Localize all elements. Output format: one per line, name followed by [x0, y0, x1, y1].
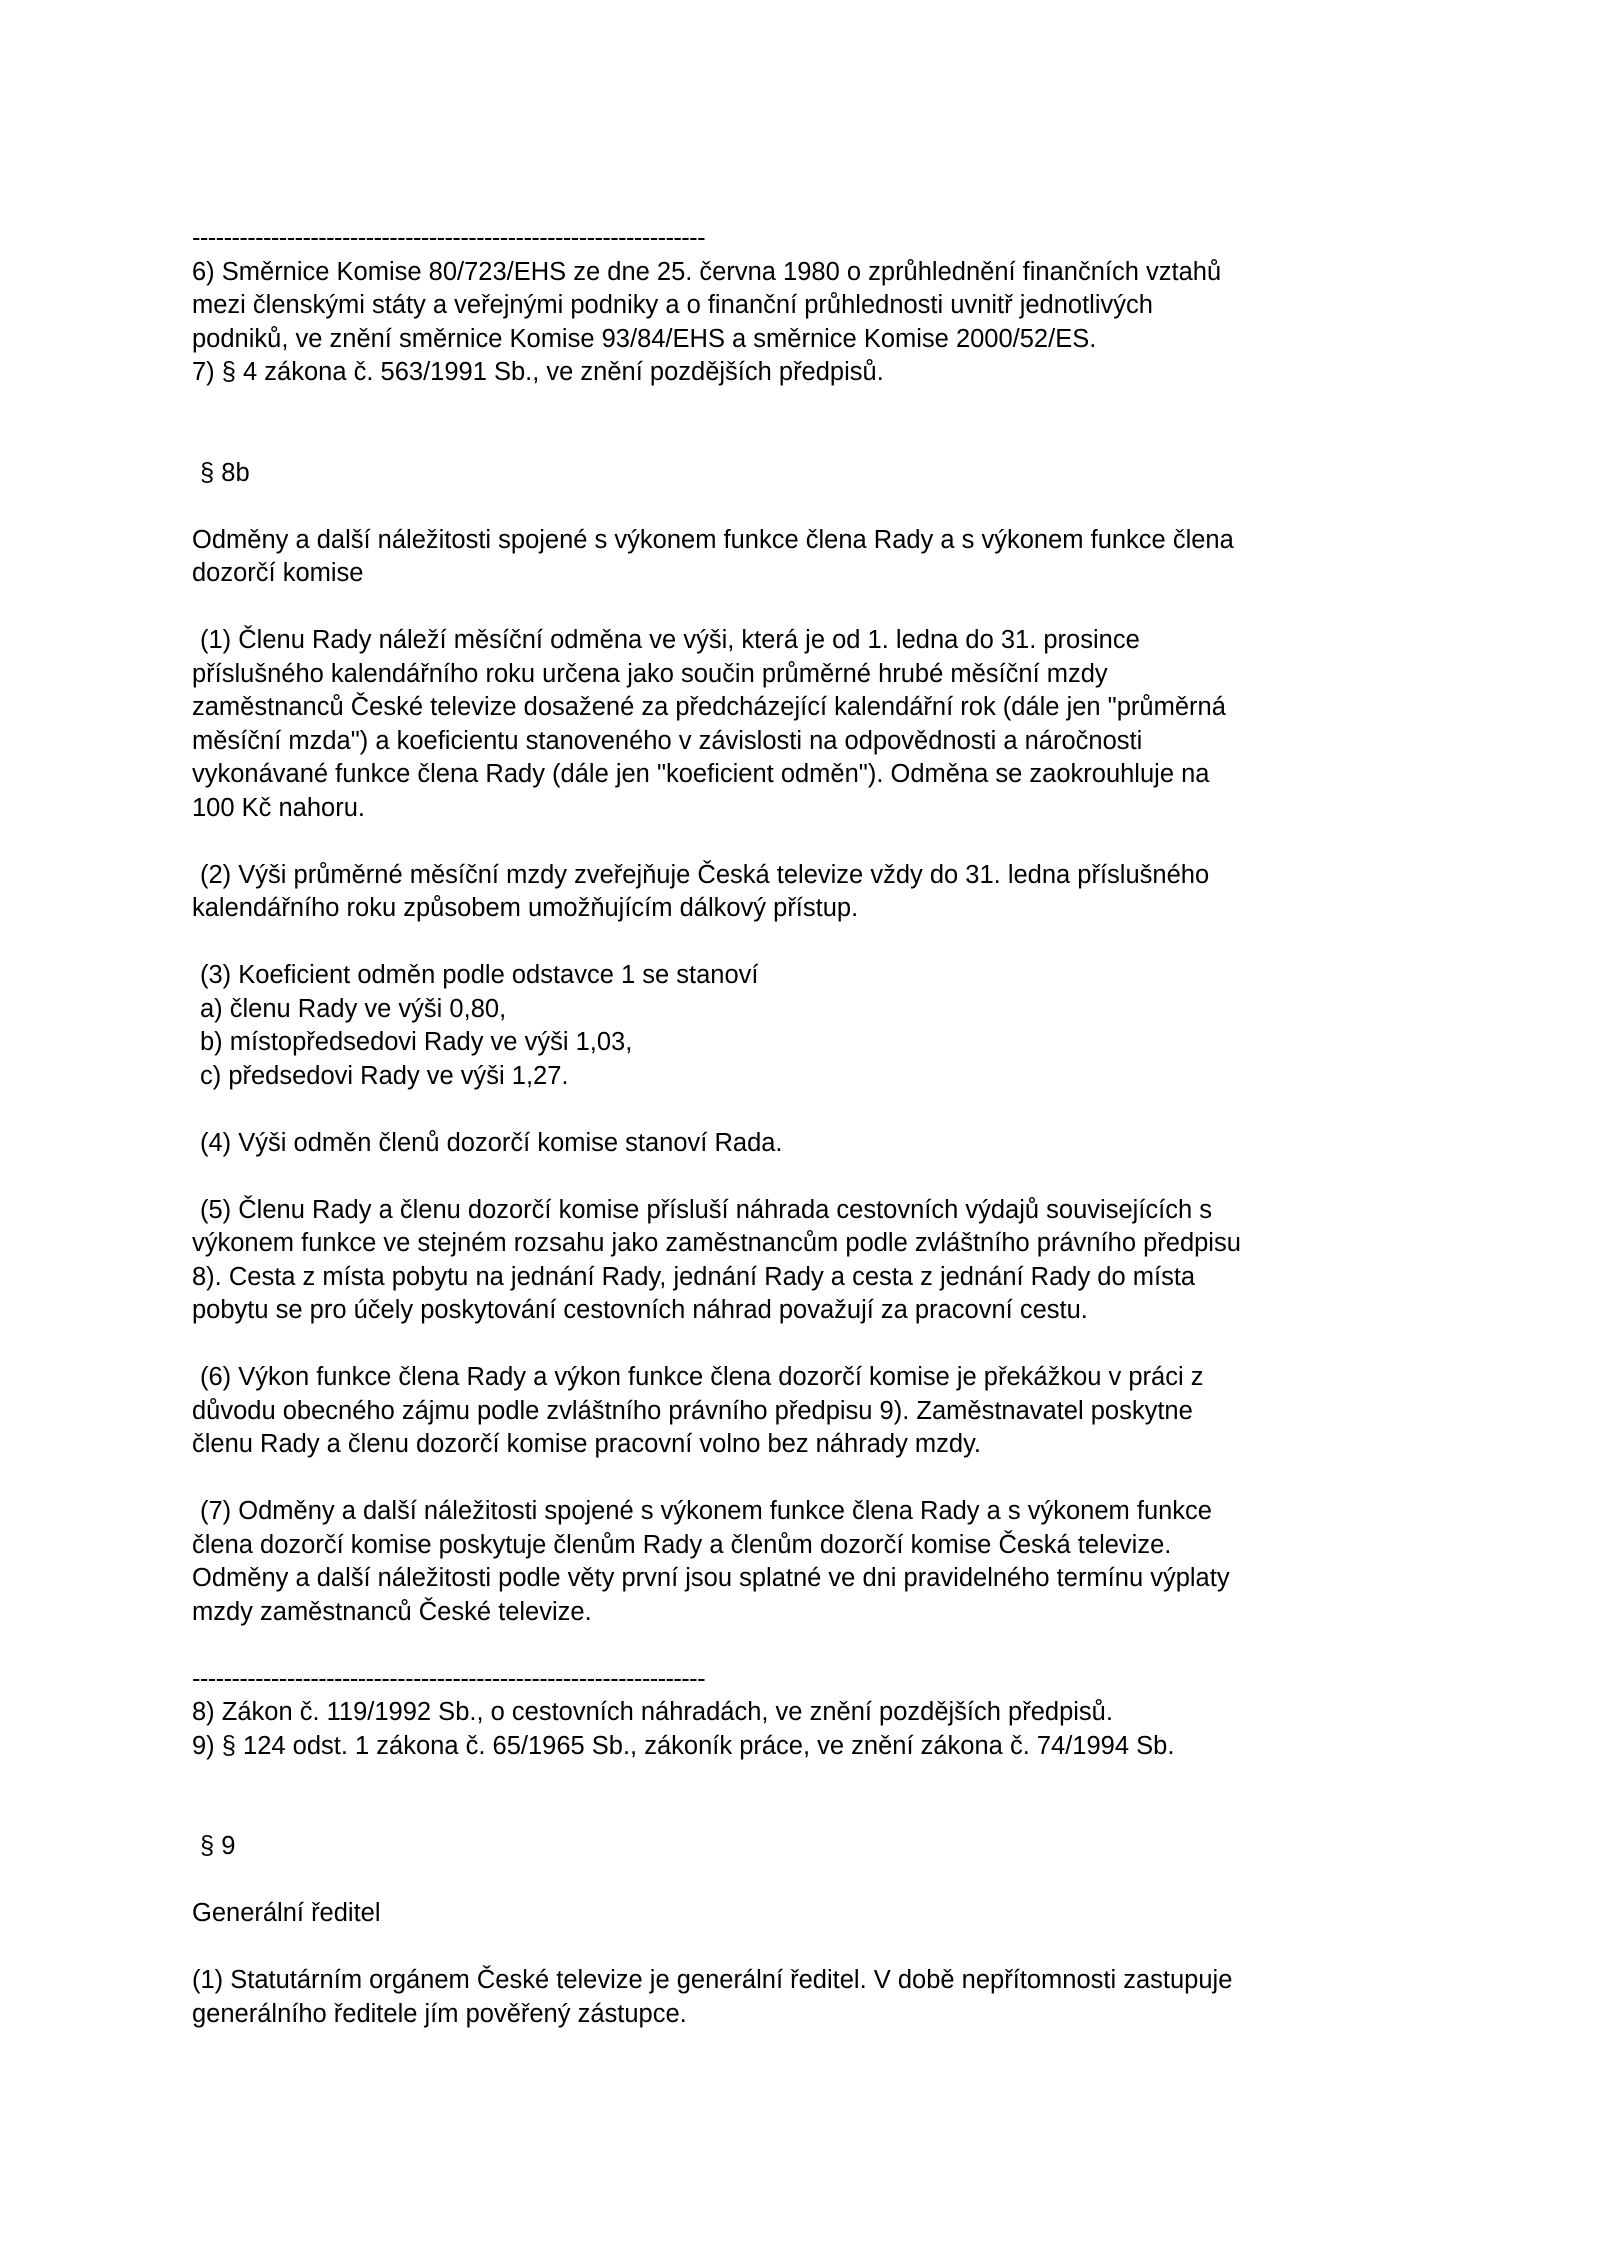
footnotes-top: [192, 222, 1482, 390]
paragraph-line: (1) Statutárním orgánem České televize je generální ředitel. V době nepřítomnosti zastupuje: [192, 1966, 1233, 1994]
paragraph-line: (2) Výši průměrné měsíční mzdy zveřejňuje Česká televize vždy do 31. ledna příslušného: [200, 860, 1210, 889]
paragraph-8b-3: [192, 959, 1482, 1093]
footnotes-mid: [192, 1663, 1482, 1764]
paragraph-8b-1: [192, 624, 1482, 825]
list-item: a) členu Rady ve výši 0,80,: [200, 994, 507, 1023]
paragraph-line: měsíční mzda") a koeficientu stanoveného v závislosti na odpovědnosti a náročnosti: [192, 726, 1143, 755]
paragraph-line: výkonem funkce ve stejném rozsahu jako zaměstnancům podle zvláštního právního předpisu: [192, 1229, 1241, 1257]
paragraph-8b-2: [192, 859, 1482, 926]
paragraph-line: zaměstnanců České televize dosažené za předcházející kalendářní rok (dále jen "průměrná: [192, 693, 1226, 721]
paragraph-line: (4) Výši odměn členů dozorčí komise stanoví Rada.: [200, 1128, 783, 1157]
paragraph-line: Odměny a další náležitosti podle věty první jsou splatné ve dni pravidelného termínu výplaty: [192, 1564, 1230, 1592]
paragraph-8b-6: [192, 1361, 1482, 1462]
document-page: [192, 222, 1482, 2065]
section-8b-title: [192, 524, 1482, 591]
paragraph-line: mzdy zaměstnanců České televize.: [192, 1597, 592, 1626]
paragraph-line: vykonávané funkce člena Rady (dále jen "koeficient odměn"). Odměna se zaokrouhluje na: [192, 760, 1210, 788]
paragraph-line: 100 Kč nahoru.: [192, 793, 365, 822]
paragraph-line: 8). Cesta z místa pobytu na jednání Rady, jednání Rady a cesta z jednání Rady do místa: [192, 1262, 1196, 1291]
list-item: b) místopředsedovi Rady ve výši 1,03,: [200, 1028, 633, 1056]
footnote-9: 9) § 124 odst. 1 zákona č. 65/1965 Sb., zákoník práce, ve znění zákona č. 74/1994 Sb.: [192, 1731, 1175, 1760]
paragraph-line: (5) Členu Rady a členu dozorčí komise přísluší náhrada cestovních výdajů souvisejících s: [200, 1195, 1212, 1224]
footnote-rule: -----------------------------------------------------------------: [192, 224, 705, 252]
paragraph-8b-5: [192, 1194, 1482, 1328]
paragraph-line: generálního ředitele jím pověřený zástupce.: [192, 1999, 687, 2028]
footnote-rule: -----------------------------------------------------------------: [192, 1664, 705, 1693]
section-9-heading: § 9: [200, 1832, 236, 1860]
paragraph-line: (3) Koeficient odměn podle odstavce 1 se stanoví: [200, 961, 759, 989]
paragraph-line: (6) Výkon funkce člena Rady a výkon funkce člena dozorčí komise je překážkou v práci z: [200, 1363, 1204, 1391]
paragraph-8b-4: [192, 1127, 1482, 1161]
footnote-line: podniků, ve znění směrnice Komise 93/84/EHS a směrnice Komise 2000/52/ES.: [192, 324, 1097, 353]
paragraph-line: pobytu se pro účely poskytování cestovních náhrad považují za pracovní cestu.: [192, 1296, 1088, 1324]
footnote-7: 7) § 4 zákona č. 563/1991 Sb., ve znění pozdějších předpisů.: [192, 358, 884, 386]
section-9-title: Generální ředitel: [192, 1899, 381, 1927]
title-line: dozorčí komise: [192, 559, 364, 587]
paragraph-line: kalendářního roku způsobem umožňujícím dálkový přístup.: [192, 894, 859, 922]
list-item: c) předsedovi Rady ve výši 1,27.: [200, 1061, 569, 1090]
paragraph-line: důvodu obecného zájmu podle zvláštního právního předpisu 9). Zaměstnavatel poskytne: [192, 1396, 1193, 1425]
footnote-line: mezi členskými státy a veřejnými podniky a o finanční průhlednosti uvnitř jednotlivých: [192, 291, 1153, 319]
section-8b-heading: § 8b: [200, 458, 250, 487]
footnote-8: 8) Zákon č. 119/1992 Sb., o cestovních náhradách, ve znění pozdějších předpisů.: [192, 1698, 1113, 1726]
footnote-6: [192, 256, 1482, 357]
title-line: Odměny a další náležitosti spojené s výkonem funkce člena Rady a s výkonem funkce člena: [192, 525, 1234, 554]
footnote-line: 6) Směrnice Komise 80/723/EHS ze dne 25. června 1980 o zprůhlednění finančních vztahů: [192, 257, 1222, 286]
paragraph-line: členu Rady a členu dozorčí komise pracovní volno bez náhrady mzdy.: [192, 1430, 982, 1458]
paragraph-line: (1) Členu Rady náleží měsíční odměna ve výši, která je od 1. ledna do 31. prosince: [200, 626, 1140, 654]
paragraph-line: člena dozorčí komise poskytuje členům Rady a členům dozorčí komise Česká televize.: [192, 1530, 1172, 1559]
paragraph-8b-7: [192, 1495, 1482, 1629]
paragraph-line: příslušného kalendářního roku určena jako součin průměrné hrubé měsíční mzdy: [192, 659, 1108, 688]
paragraph-line: (7) Odměny a další náležitosti spojené s výkonem funkce člena Rady a s výkonem funkce: [200, 1497, 1212, 1525]
paragraph-9-1: [192, 1964, 1482, 2031]
